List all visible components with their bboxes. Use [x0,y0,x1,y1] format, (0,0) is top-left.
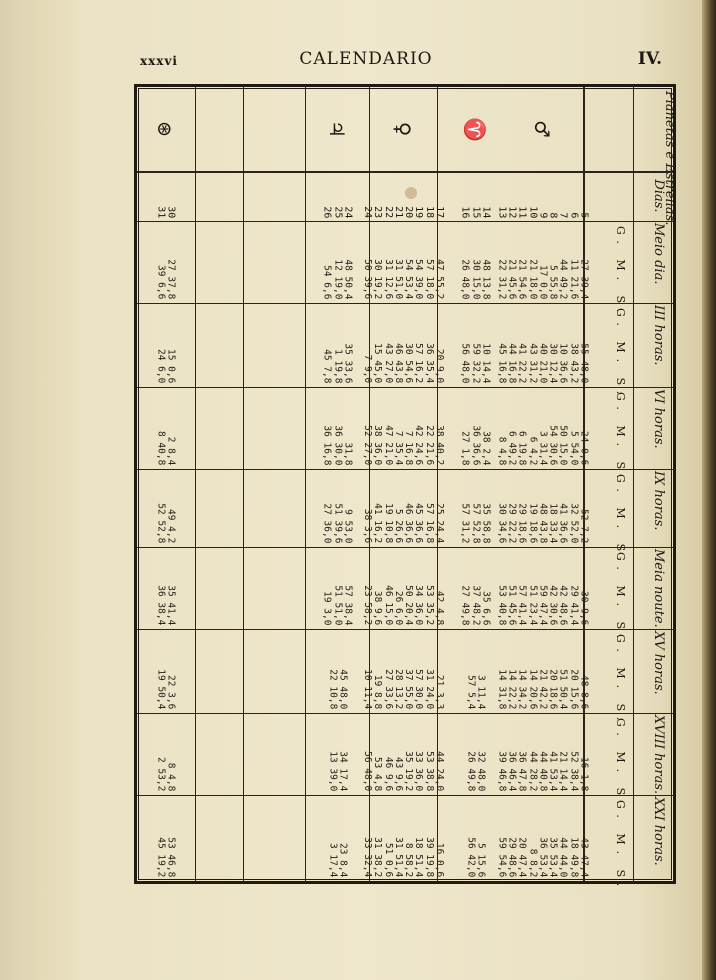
aries-icon: ♈ [463,117,487,142]
header-gms-4: G. M. S. [614,474,627,567]
header-gms-8: G. M. S. [614,800,627,893]
day-group-5: 30 31 [155,205,177,218]
value-c2-5: 15 0,6 24 6,0 [155,348,177,383]
value-c5-2: 35 6,6 37 48,2 27 49,8 [459,584,492,625]
header-gms-3: G. M. S. [614,392,627,485]
value-c2-3: 20 9,0 36 35,4 57 16,2 30 54,6 46 43,8 43 27,0 15 45,0 7 9,0 [362,342,446,383]
header-gms-7: G. M. S. [614,718,627,811]
value-c1-3: 47 55,2 57 18,0 54 39,0 54 53,4 31 51,0 31 12,6 30 19,2 50 39,6 [362,258,446,299]
book-binding-edge [702,0,716,980]
day-group-4: 24 25 26 [321,205,354,218]
value-c3-4: 31,8 36 30,0 36 16,8 [321,424,354,465]
value-c1-2: 48 13,8 30 15,0 26 48,0 [459,258,492,299]
day-group-3: 17 18 19 20 21 22 23 24 [362,205,446,218]
value-c7-4: 34 17,4 13 39,0 [327,750,349,791]
value-c6-5: 22 3,6 19 50,4 [155,668,177,709]
value-c4-4: 9 53,0 51 39,6 27 36,0 [321,502,354,543]
value-c8-3: 16 0,6 39 19,8 18 51,4 8 58,2 31 51,4 51 0,6 31 38,2 33 32,4 [362,836,446,877]
value-c3-1: 24 0,6 5 54,0 50 15,0 54 30,6 3 31,4 6 4,2 6 19,8 6 49,2 8 4,8 [495,424,590,465]
value-c7-2: 32 48,0 26 49,8 [465,750,487,791]
header-gms-2: G. M. S. [614,308,627,401]
value-c5-4: 57 38,4 51 51,0 19 3,0 [321,584,354,625]
value-c2-4: 35 33,6 1 19,8 45 7,8 [321,342,354,383]
value-c1-1: 27 39,4 11 21,6 44 49,2 5 55,8 17 0,0 21 18,0 21 54,6 21 45,6 22 31,2 [495,258,590,299]
value-c7-1: 16 1,8 52 38,4 21 14,4 41 53,4 44 40,8 44 28,2 36 47,8 36 46,4 39 46,8 [495,750,590,791]
value-c8-1: 43 47,4 18 49,8 44 44,0 35 53,4 36 53,4 8 8,2 20 47,4 29 48,6 59 54,6 [495,836,590,877]
value-c2-2: 10 14,4 59 32,2 56 48,0 [459,342,492,383]
value-c4-3: 25 24,4 57 16,8 45 36,6 46 36,6 5 26,6 19 10,8 41 16,2 38 3,6 [362,502,446,543]
value-c1-5: 27 37,8 39 6,6 [155,258,177,299]
value-c1-4: 48 50,4 12 19,0 54 6,6 [321,258,354,299]
mars-icon: ♂ [530,120,554,138]
value-c4-2: 35 58,8 57 52,8 57 31,2 [459,502,492,543]
header-time-3: VI horas. [651,389,666,449]
day-group-1: 5 6 7 8 9 10 11 12 13 [495,205,590,218]
value-c3-2: 38 2,4 36 36,6 27 1,8 [459,424,492,465]
header-gms-6: G. M. S. [614,634,627,727]
header-time-5: Meia noute. [651,549,666,628]
value-c8-5: 53 46,8 45 19,2 [155,836,177,877]
value-c7-5: 8 4,8 2 53,2 [155,756,177,791]
page-header [28,46,704,76]
header-planets: Planetas e Estrellas. [662,91,677,226]
value-c3-5: 2 8,4 8 40,8 [155,430,177,465]
header-time-1: Meio dia. [651,223,666,285]
header-time-4: IX horas. [651,471,666,531]
value-c6-3: 21 3,3 31 24,0 57 30,0 37 55,0 28 13,2 27 33,6 19 8,8 10 11,4 [362,668,446,709]
value-c7-3: 44 24,0 53 38,8 33 36,0 35 19,2 43 9,6 46 9,6 53 4,8 56 48,0 [362,750,446,791]
star-symbol-icon: ⊛ [153,120,177,138]
header-gms-1: G. M. S. [614,226,627,319]
value-c6-1: 48 8,6 20 15,6 51 50,4 20 18,6 21 42,2 14 20,6 14 34,2 14 22,2 14 31,8 [495,668,590,709]
page-title: CALENDARIO [299,49,433,69]
value-c3-3: 38 40,2 22 21,6 42 24,6 7 16,8 7 35,4 47 21,0 38 36,0 52 27,0 [362,424,446,465]
header-time-7: XVIII horas. [651,715,666,795]
header-time-8: XXI horas. [651,797,666,866]
value-c2-1: 55 48,0 38 43,2 10 36,6 30 12,4 40 21,0 43 31,2 41 22,2 44 16,8 45 16,8 [495,342,590,383]
book-page [28,0,704,980]
jupiter-icon: ♃ [325,120,349,138]
value-c4-5: 49 4,2 52 52,8 [155,502,177,543]
page-number: xxxvi [140,54,178,68]
day-group-2: 14 15 16 [459,205,492,218]
header-gms-5: G. M. S. [614,552,627,645]
value-c4-1: 52 7,2 32 52,0 41 36,6 18 33,4 48 43,8 19 18,6 29 18,6 29 22,2 30 34,6 [495,502,590,543]
value-c5-3: 42 4,8 53 35,2 34 36,0 50 20,4 26 6,0 46 15,0 38 9,6 23 58,2 [362,584,446,625]
value-c8-4: 23 8,4 3 17,4 [327,842,349,877]
header-time-6: XV horas. [651,631,666,695]
venus-icon: ♀ [391,121,415,137]
ephemeris-table [134,84,677,893]
header-days: Dias. [651,179,666,213]
value-c5-5: 35 41,4 36 38,4 [155,584,177,625]
value-c5-1: 30 9,6 29 41,4 42 48,6 42 30,6 59 47,4 51 23,4 57 41,4 51 45,6 53 40,8 [495,584,590,625]
header-time-2: III horas. [651,305,666,366]
value-c6-2: 3 11,4 57 5,4 [465,674,487,709]
section-number: IV. [637,49,662,69]
value-c8-2: 5 15,6 56 42,0 [465,836,487,877]
value-c6-4: 45 48,0 22 10,8 [327,668,349,709]
